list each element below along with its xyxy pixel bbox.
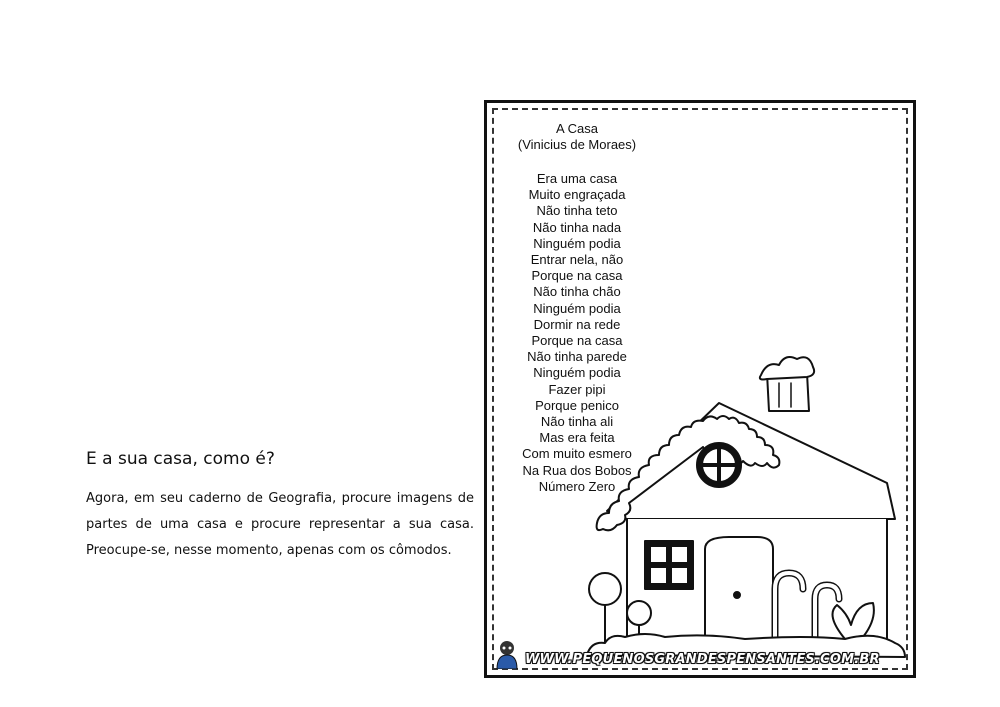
poem-line: Ninguém podia: [533, 365, 621, 381]
chimney-snow: [760, 357, 814, 380]
lollipop: [589, 573, 621, 605]
poem-line: Número Zero: [538, 478, 616, 494]
mascot-logo-icon: [493, 639, 521, 669]
window-pane: [650, 546, 667, 563]
poem-line: Porque na casa: [531, 333, 623, 349]
poem-title: A Casa: [556, 121, 598, 136]
poem-line: Dormir na rede: [533, 316, 621, 332]
poem-line: Ninguém podia: [533, 300, 621, 316]
house-illustration: [587, 343, 907, 663]
poem-line: Não tinha parede: [527, 349, 627, 365]
poem-line: Não tinha nada: [532, 219, 622, 235]
poem-line: Muito engraçada: [528, 187, 626, 203]
poem-line: Não tinha teto: [536, 203, 618, 219]
poem-line: Era uma casa: [536, 171, 618, 186]
poem-line: Porque penico: [535, 397, 619, 413]
poem-author: (Vinicius de Moraes): [517, 137, 637, 152]
poem-line: Não tinha ali: [540, 414, 614, 430]
door: [705, 537, 773, 643]
window-pane: [671, 546, 688, 563]
poem-line: Entrar nela, não: [530, 252, 624, 268]
lollipop: [627, 601, 651, 625]
poem-line: Com muito esmero: [522, 446, 632, 462]
poem-header: [497, 121, 657, 153]
poem-line: Ninguém podia: [533, 235, 621, 251]
poem-line: Porque na casa: [531, 268, 623, 284]
poem-line: Não tinha chão: [533, 284, 621, 300]
poem-line: Mas era feita: [539, 430, 615, 446]
poem-line: Fazer pipi: [548, 381, 606, 397]
activity-heading: E a sua casa, como é?: [86, 449, 275, 469]
poem-card: [484, 100, 916, 678]
footer-website-url: WWW.PEQUENOSGRANDESPENSANTES.COM.BR: [525, 652, 880, 667]
poem-line: Na Rua dos Bobos: [522, 462, 632, 478]
window-pane: [671, 567, 688, 584]
door-knob: [734, 592, 740, 598]
window-pane: [650, 567, 667, 584]
activity-instructions: Agora, em seu caderno de Geografia, procure imagens de partes de uma casa e procure representar a sua casa. Preocupe-se, nesse momento, apenas com os cômodos.: [86, 491, 474, 558]
